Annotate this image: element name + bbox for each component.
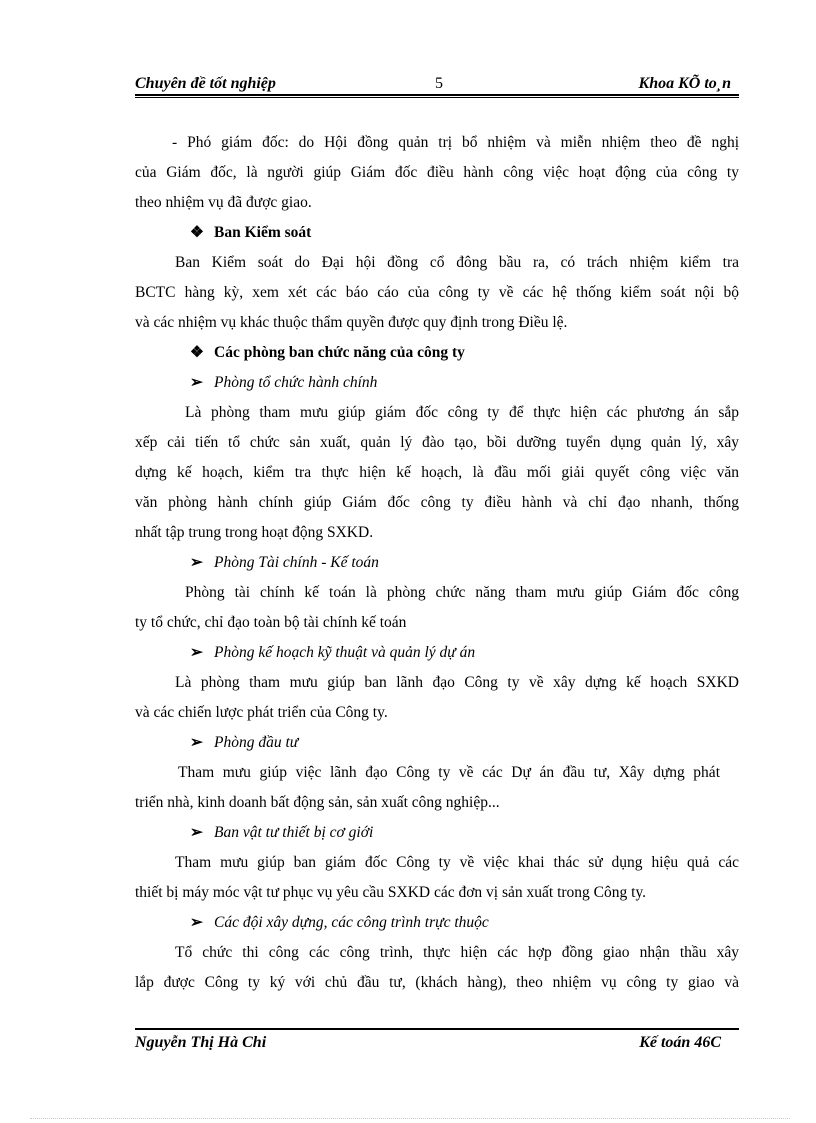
header-title: Chuyên đề tốt nghiệp xyxy=(135,75,276,92)
header-department: Khoa KÕ to¸n xyxy=(638,75,731,92)
paragraph-line: của Giám đốc, là người giúp Giám đốc điều hành công việc hoạt động của công ty xyxy=(135,164,739,181)
arrow-bullet-icon: ➢ xyxy=(190,374,203,391)
header-rule-thin xyxy=(135,97,739,98)
paragraph-line: Là phòng tham mưu giúp ban lãnh đạo Công ty về xây dựng kế hoạch SXKD xyxy=(175,674,739,691)
paragraph-line: dựng kế hoạch, kiểm tra thực hiện kế hoạch, là đầu mối giải quyết công việc văn xyxy=(135,464,739,481)
subsection-heading: ➢ Phòng đầu tư xyxy=(190,734,299,751)
paragraph-line: theo nhiệm vụ đã được giao. xyxy=(135,194,312,211)
author-name: Nguyễn Thị Hà Chi xyxy=(135,1034,267,1051)
paragraph-line: lắp được Công ty ký với chủ đầu tư, (khách hàng), theo nhiệm vụ công ty giao và xyxy=(135,974,739,991)
subsection-heading: ➢ Phòng Tài chính - Kế toán xyxy=(190,554,379,571)
paragraph-line: BCTC hàng kỳ, xem xét các báo cáo của công ty về các hệ thống kiểm soát nội bộ xyxy=(135,284,739,301)
diamond-bullet-icon: ❖ xyxy=(190,224,204,241)
paragraph-line: và các chiến lược phát triển của Công ty. xyxy=(135,704,388,721)
subsection-heading: ➢ Các đội xây dựng, các công trình trực thuộc xyxy=(190,914,489,931)
author-class: Kế toán 46C xyxy=(639,1034,721,1051)
paragraph-line: - Phó giám đốc: do Hội đồng quản trị bổ nhiệm và miễn nhiệm theo đề nghị xyxy=(172,134,739,151)
paragraph-line: Tham mưu giúp việc lãnh đạo Công ty về các Dự án đầu tư, Xây dựng phát xyxy=(178,764,720,781)
arrow-bullet-icon: ➢ xyxy=(190,734,203,751)
paragraph-line: Tổ chức thi công các công trình, thực hiện các hợp đồng giao nhận thầu xây xyxy=(175,944,739,961)
paragraph-line: Ban Kiểm soát do Đại hội đồng cổ đông bầu ra, có trách nhiệm kiểm tra xyxy=(175,254,739,271)
header-rule xyxy=(135,94,739,96)
page-bottom-dotted-line xyxy=(30,1118,790,1119)
paragraph-line: thiết bị máy móc vật tư phục vụ yêu cầu SXKD các đơn vị sản xuất trong Công ty. xyxy=(135,884,647,901)
arrow-bullet-icon: ➢ xyxy=(190,824,203,841)
paragraph-line: và các nhiệm vụ khác thuộc thẩm quyền được quy định trong Điều lệ. xyxy=(135,314,568,331)
arrow-bullet-icon: ➢ xyxy=(190,914,203,931)
paragraph-line: xếp cải tiến tổ chức sản xuất, quản lý đào tạo, bồi dưỡng tuyển dụng quản lý, xây xyxy=(135,434,739,451)
page-number: 5 xyxy=(435,75,443,92)
paragraph-line: Tham mưu giúp ban giám đốc Công ty về việc khai thác sử dụng hiệu quả các xyxy=(175,854,739,871)
footer-rule xyxy=(135,1028,739,1030)
paragraph-line: Phòng tài chính kế toán là phòng chức năng tham mưu giúp Giám đốc công xyxy=(185,584,739,601)
arrow-bullet-icon: ➢ xyxy=(190,554,203,571)
page-footer xyxy=(135,1034,739,1056)
paragraph-line: văn phòng hành chính giúp Giám đốc công ty điều hành và chỉ đạo nhanh, thống xyxy=(135,494,739,511)
paragraph-line: ty tổ chức, chỉ đạo toàn bộ tài chính kế toán xyxy=(135,614,407,631)
paragraph-line: nhất tập trung trong hoạt động SXKD. xyxy=(135,524,374,541)
paragraph-line: Là phòng tham mưu giúp giám đốc công ty để thực hiện các phương án sắp xyxy=(185,404,739,421)
page-header xyxy=(135,72,739,94)
section-heading: ❖ Ban Kiểm soát xyxy=(190,224,312,241)
paragraph-line: triển nhà, kinh doanh bất động sản, sản xuất công nghiệp... xyxy=(135,794,500,811)
subsection-heading: ➢ Phòng kế hoạch kỹ thuật và quản lý dự án xyxy=(190,644,476,661)
arrow-bullet-icon: ➢ xyxy=(190,644,203,661)
section-heading: ❖ Các phòng ban chức năng của công ty xyxy=(190,344,465,361)
diamond-bullet-icon: ❖ xyxy=(190,344,204,361)
subsection-heading: ➢ Ban vật tư thiết bị cơ giới xyxy=(190,824,374,841)
subsection-heading: ➢ Phòng tổ chức hành chính xyxy=(190,374,378,391)
